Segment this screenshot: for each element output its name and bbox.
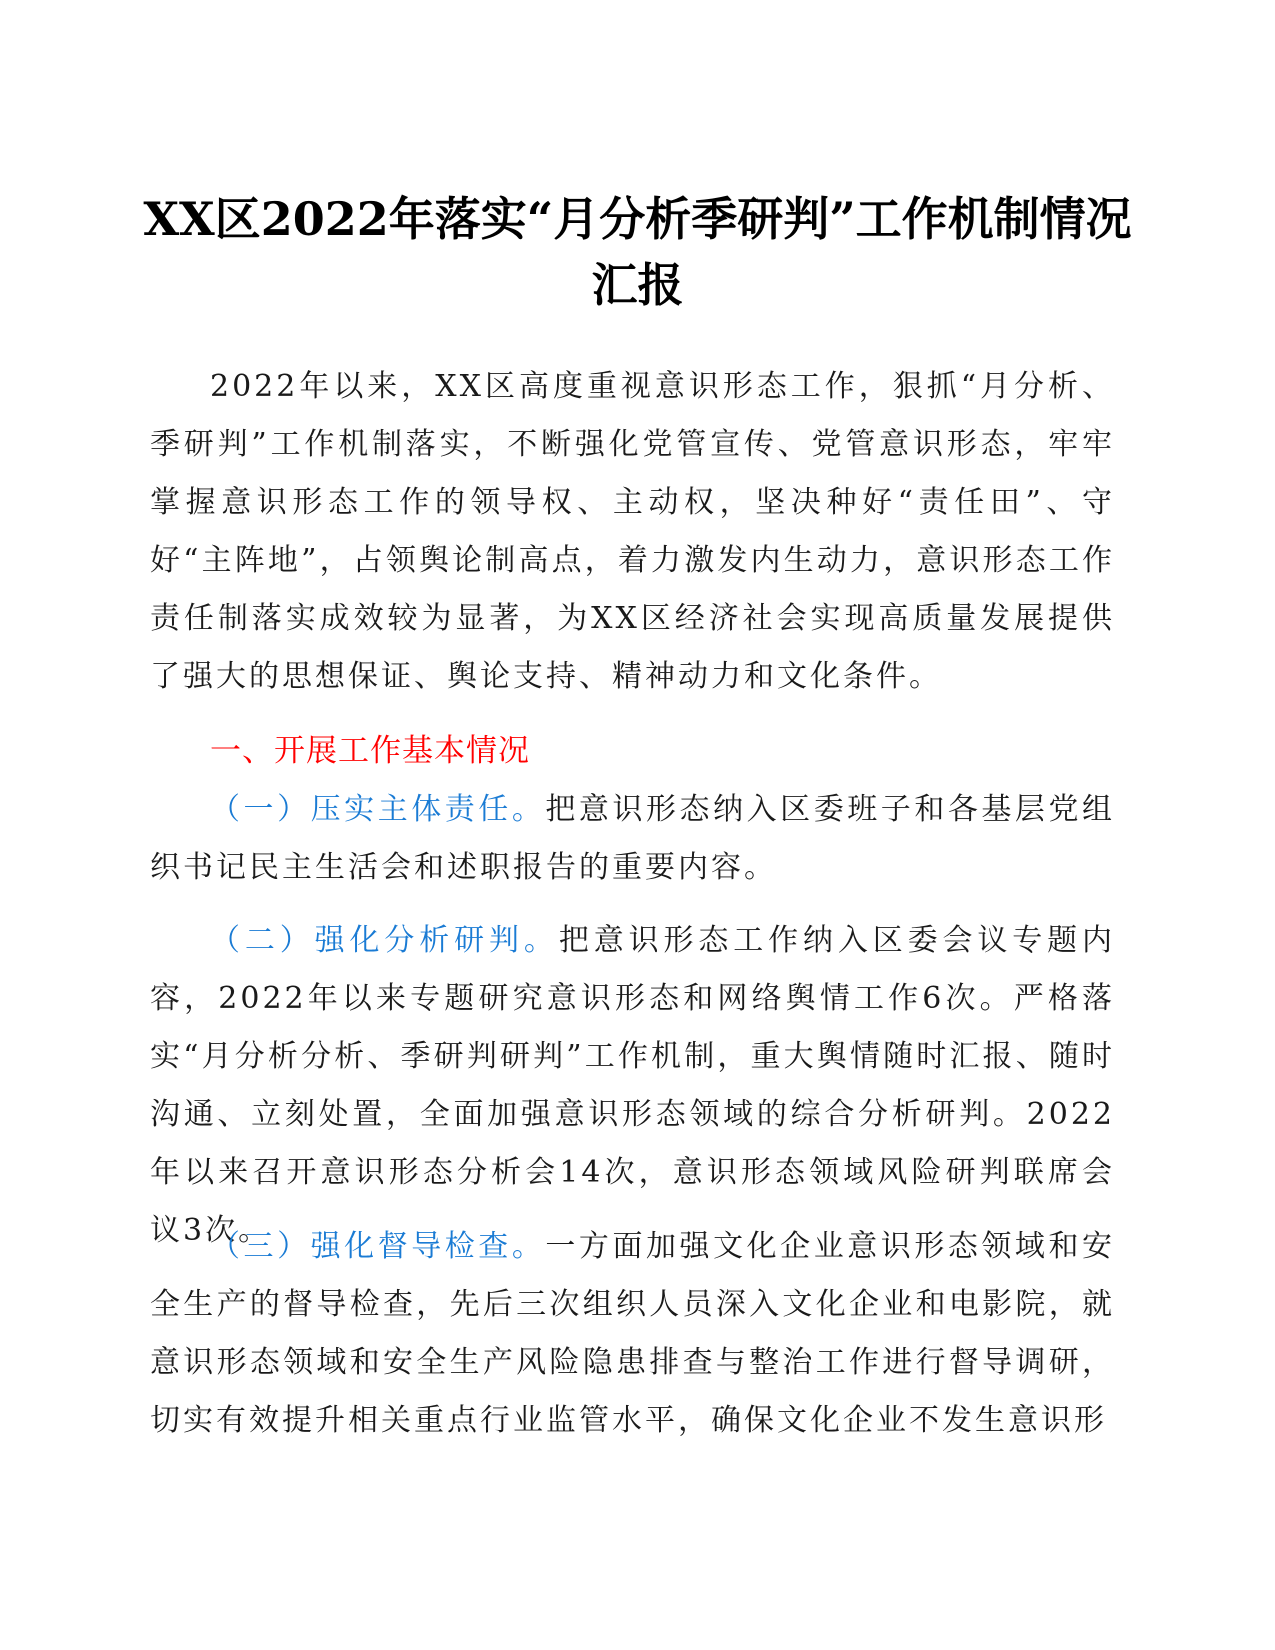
item-text-1: 把意识形态纳入区委班子和各基层党组织书记民主生活会和述职报告的重要内容。 xyxy=(150,792,1116,885)
item-paragraph-2 xyxy=(150,912,1115,1260)
item-subtitle-1: （一）压实主体责任。 xyxy=(210,792,546,827)
item-text-3: 一方面加强文化企业意识形态领域和安全生产的督导检查，先后三次组织人员深入文化企业和电影院，就意识形态领域和安全生产风险隐患排查与整治工作进行督导调研，切实有效提升相关重点行业监管水平，确保文化企业不发生意识形 xyxy=(150,1229,1116,1438)
item-paragraph-1 xyxy=(150,781,1115,897)
intro-paragraph: 2022年以来，XX区高度重视意识形态工作，狠抓“月分析、季研判”工作机制落实，不断强化党管宣传、党管意识形态，牢牢掌握意识形态工作的领导权、主动权，坚决种好“责任田”、守好“主阵地”，占领舆论制高点，着力激发内生动力，意识形态工作责任制落实成效较为显著，为XX区经济社会实现高质量发展提供了强大的思想保证、舆论支持、精神动力和文化条件。 xyxy=(150,369,1115,694)
item-text-2: 把意识形态工作纳入区委会议专题内容，2022年以来专题研究意识形态和网络舆情工作6次。严格落实“月分析分析、季研判研判”工作机制，重大舆情随时汇报、随时沟通、立刻处置，全面加强意识形态领域的综合分析研判。2022年以来召开意识形态分析会14次，意识形态领域风险研判联席会议3次。 xyxy=(150,923,1116,1248)
document-title: XX区2022年落实“月分析季研判”工作机制情况汇报 xyxy=(143,192,1132,312)
section-heading: 一、开展工作基本情况 xyxy=(210,733,530,769)
item-subtitle-3: （三）强化督导检查。 xyxy=(210,1229,546,1264)
item-paragraph-3 xyxy=(150,1218,1115,1450)
item-subtitle-2: （二）强化分析研判。 xyxy=(210,923,559,958)
